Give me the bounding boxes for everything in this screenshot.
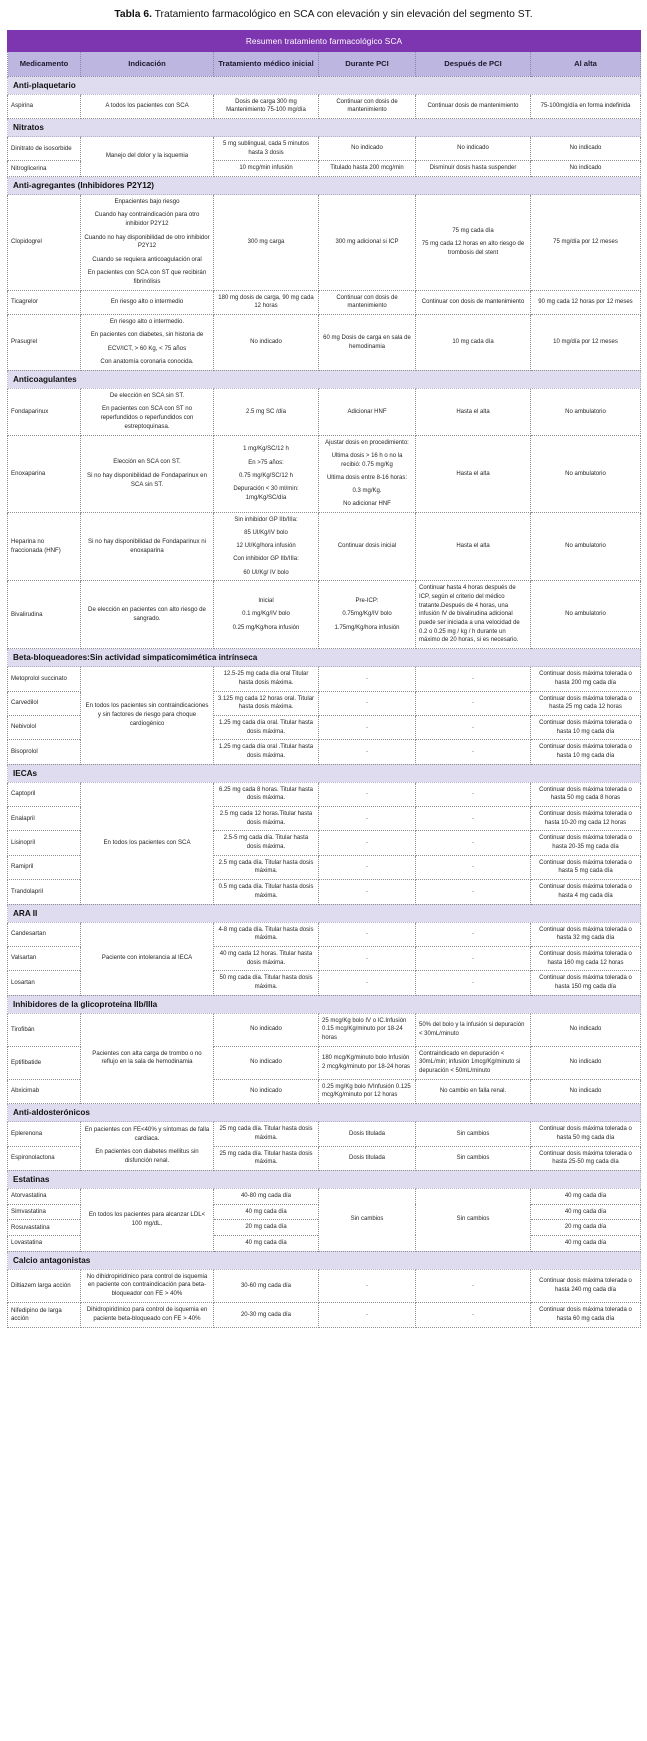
section-title-8: Anti-aldosterónicos [8, 1104, 641, 1122]
table-row [8, 512, 641, 580]
initial-treatment-cell: 1.25 mg cada día oral. Titular hasta dosis máxima. [214, 715, 319, 739]
drug-name: Abxicimab [8, 1079, 81, 1103]
table-row [8, 1122, 641, 1146]
drug-name: Trandolapril [8, 880, 81, 904]
initial-treatment-cell: Inicial 0.1 mg/Kg/IV bolo 0.25 mg/Kg/hora infusión [214, 581, 319, 649]
discharge-cell: 40 mg cada día [531, 1235, 641, 1251]
during-pci-cell: - [319, 740, 416, 764]
after-pci-cell: Sin cambios [416, 1188, 531, 1251]
during-pci-cell: Continuar con dosis de mantenimiento [319, 94, 416, 118]
initial-treatment-cell: 6.25 mg cada 8 horas. Titular hasta dosis máxima. [214, 782, 319, 806]
drug-name: Bisoprolol [8, 740, 81, 764]
table-row [8, 1303, 641, 1328]
discharge-cell: Continuar dosis máxima tolerada o hasta 5 mg cada día [531, 855, 641, 879]
column-header-2: Tratamiento médico inicial [214, 51, 319, 76]
indication-cell: De elección en SCA sin ST. En pacientes con SCA con ST no reperfundidos o reperfundidos con estreptoquinasa. [81, 388, 214, 435]
during-pci-cell: Continuar dosis inicial [319, 512, 416, 580]
drug-name: Aspirina [8, 94, 81, 118]
discharge-cell: Continuar dosis máxima tolerada o hasta 10 mg cada día [531, 715, 641, 739]
indication-cell: Elección en SCA con ST. Si no hay disponibilidad de Fondaparinux en SCA sin ST. [81, 435, 214, 512]
table-row [8, 1269, 641, 1302]
drug-name: Lovastatina [8, 1235, 81, 1251]
discharge-cell: 75-100mg/día en forma indefinida [531, 94, 641, 118]
during-pci-cell: 300 mg adicional si ICP [319, 195, 416, 291]
after-pci-cell: No cambio en falla renal. [416, 1079, 531, 1103]
indication-cell: Pacientes con alta carga de trombo o no reflujo en la sala de hemodinamia [81, 1013, 214, 1104]
during-pci-cell: Continuar con dosis de mantenimiento [319, 290, 416, 314]
after-pci-cell: - [416, 1269, 531, 1302]
indication-cell: En todos los pacientes con SCA [81, 782, 214, 904]
after-pci-cell: - [416, 831, 531, 855]
section-title-10: Calcio antagonistas [8, 1251, 641, 1269]
indication-cell: En riesgo alto o intermedio. En pacientes con diabetes, sin historia de ECV/ICT, > 60 Kg, < 75 años Con anatomía coronaria conocida. [81, 315, 214, 371]
initial-treatment-cell: No indicado [214, 1079, 319, 1103]
column-header-row [8, 51, 641, 76]
initial-treatment-cell: 1.25 mg cada día oral .Titular hasta dosis máxima. [214, 740, 319, 764]
initial-treatment-cell: 40 mg cada día [214, 1235, 319, 1251]
initial-treatment-cell: 40 mg cada 12 horas. Titular hasta dosis máxima. [214, 946, 319, 970]
column-header-3: Durante PCI [319, 51, 416, 76]
drug-name: Candesartan [8, 922, 81, 946]
during-pci-cell: 0.25 mg/Kg bolo IVInfusión 0.125 mcg/Kg/minuto por 12 horas [319, 1079, 416, 1103]
discharge-cell: Continuar dosis máxima tolerada o hasta 60 mg cada día [531, 1303, 641, 1328]
medication-table [7, 30, 641, 1328]
discharge-cell: No indicado [531, 1046, 641, 1079]
discharge-cell: No ambulatorio [531, 581, 641, 649]
table-caption [0, 0, 647, 30]
indication-cell: A todos los pacientes con SCA [81, 94, 214, 118]
after-pci-cell: - [416, 667, 531, 691]
drug-name: Losartan [8, 971, 81, 995]
initial-treatment-cell: 2.5-5 mg cada día. Titular hasta dosis máxima. [214, 831, 319, 855]
drug-name: Enoxaparina [8, 435, 81, 512]
initial-treatment-cell: 40-80 mg cada día [214, 1188, 319, 1204]
initial-treatment-cell: 3.125 mg cada 12 horas oral. Titular hasta dosis máxima. [214, 691, 319, 715]
during-pci-cell: - [319, 807, 416, 831]
during-pci-cell: Titulado hasta 200 mcg/min [319, 161, 416, 177]
discharge-cell: Continuar dosis máxima tolerada o hasta 25 mg cada 12 horas [531, 691, 641, 715]
initial-treatment-cell: 30-60 mg cada día [214, 1269, 319, 1302]
table-row [8, 1013, 641, 1046]
after-pci-cell: Continuar con dosis de mantenimiento [416, 290, 531, 314]
drug-name: Valsartan [8, 946, 81, 970]
during-pci-cell: Sin cambios [319, 1188, 416, 1251]
after-pci-cell: Continuar dosis de mantenimiento [416, 94, 531, 118]
after-pci-cell: 75 mg cada día 75 mg cada 12 horas en alto riesgo de trombosis del stent [416, 195, 531, 291]
during-pci-cell: - [319, 880, 416, 904]
table-row [8, 94, 641, 118]
table-row [8, 315, 641, 371]
initial-treatment-cell: No indicado [214, 315, 319, 371]
table-row [8, 388, 641, 435]
indication-cell: De elección en pacientes con alto riesgo de sangrado. [81, 581, 214, 649]
table-row [8, 1188, 641, 1204]
discharge-cell: Continuar dosis máxima tolerada o hasta 150 mg cada día [531, 971, 641, 995]
drug-name: Eplerenona [8, 1122, 81, 1146]
after-pci-cell: - [416, 971, 531, 995]
discharge-cell: Continuar dosis máxima tolerada o hasta 200 mg cada día [531, 667, 641, 691]
drug-name: Rosuvastatina [8, 1220, 81, 1236]
table-row [8, 922, 641, 946]
after-pci-cell: - [416, 855, 531, 879]
column-header-5: Al alta [531, 51, 641, 76]
during-pci-cell: No indicado [319, 137, 416, 161]
discharge-cell: No ambulatorio [531, 388, 641, 435]
indication-cell: Si no hay disponibilidad de Fondaparinux ni enoxaparina [81, 512, 214, 580]
initial-treatment-cell: 12.5-25 mg cada día oral Titular hasta dosis máxima. [214, 667, 319, 691]
during-pci-cell: Dosis titulada [319, 1146, 416, 1170]
during-pci-cell: - [319, 782, 416, 806]
table-row [8, 435, 641, 512]
indication-cell: Paciente con intolerancia al IECA [81, 922, 214, 995]
drug-name: Clopidogrel [8, 195, 81, 291]
during-pci-cell: - [319, 831, 416, 855]
indication-cell: En pacientes con FE<40% y síntomas de falla cardiaca. En pacientes con diabetes mellitus sin disfunción renal. [81, 1122, 214, 1171]
discharge-cell: 40 mg cada día [531, 1204, 641, 1220]
discharge-cell: No indicado [531, 161, 641, 177]
indication-cell: Enpacientes bajo riesgo Cuando hay contraindicación para otro inhibidor P2Y12 Cuando no hay disponibilidad de otro inhibidor P2Y12 Cuando se requiera anticoagulación oral En pacientes con SCA con ST que recibirán fibrinólisis [81, 195, 214, 291]
during-pci-cell: 180 mcg/Kg/minuto bolo Infusión 2 mcg/kg/minuto por 18-24 horas [319, 1046, 416, 1079]
initial-treatment-cell: 50 mg cada día. Titular hasta dosis máxima. [214, 971, 319, 995]
after-pci-cell: - [416, 715, 531, 739]
after-pci-cell: No indicado [416, 137, 531, 161]
during-pci-cell: - [319, 1269, 416, 1302]
table-row [8, 581, 641, 649]
section-header-row [8, 1170, 641, 1188]
discharge-cell: Continuar dosis máxima tolerada o hasta 4 mg cada día [531, 880, 641, 904]
initial-treatment-cell: 25 mg cada día. Titular hasta dosis máxima. [214, 1146, 319, 1170]
initial-treatment-cell: 180 mg dosis de carga, 90 mg cada 12 horas [214, 290, 319, 314]
during-pci-cell: - [319, 855, 416, 879]
drug-name: Enalapril [8, 807, 81, 831]
discharge-cell: No indicado [531, 137, 641, 161]
after-pci-cell: - [416, 691, 531, 715]
after-pci-cell: - [416, 740, 531, 764]
table-row [8, 290, 641, 314]
during-pci-cell: - [319, 946, 416, 970]
column-header-0: Medicamento [8, 51, 81, 76]
initial-treatment-cell: 0.5 mg cada día. Titular hasta dosis máxima. [214, 880, 319, 904]
section-header-row [8, 995, 641, 1013]
after-pci-cell: Hasta el alta [416, 435, 531, 512]
discharge-cell: 75 mg/día por 12 meses [531, 195, 641, 291]
discharge-cell: Continuar dosis máxima tolerada o hasta 10-20 mg cada 12 horas [531, 807, 641, 831]
initial-treatment-cell: 20-30 mg cada día [214, 1303, 319, 1328]
during-pci-cell: - [319, 667, 416, 691]
drug-name: Nifedipino de larga acción [8, 1303, 81, 1328]
table-row [8, 782, 641, 806]
table-row [8, 667, 641, 691]
discharge-cell: Continuar dosis máxima tolerada o hasta 20-35 mg cada día [531, 831, 641, 855]
discharge-cell: Continuar dosis máxima tolerada o hasta 240 mg cada día [531, 1269, 641, 1302]
initial-treatment-cell: 2.5 mg cada día. Titular hasta dosis máxima. [214, 855, 319, 879]
drug-name: Dinitrato de isosorbide [8, 137, 81, 161]
discharge-cell: No ambulatorio [531, 435, 641, 512]
column-header-1: Indicación [81, 51, 214, 76]
drug-name: Metoprolol succinato [8, 667, 81, 691]
table-banner: Resumen tratamiento farmacológico SCA [8, 30, 641, 51]
indication-cell: En todos los pacientes para alcanzar LDL< 100 mg/dL. [81, 1188, 214, 1251]
after-pci-cell: Hasta el alta [416, 388, 531, 435]
drug-name: Prasugrel [8, 315, 81, 371]
column-header-4: Después de PCI [416, 51, 531, 76]
section-title-7: Inhibidores de la glicoproteína IIb/IIIa [8, 995, 641, 1013]
discharge-cell: Continuar dosis máxima tolerada o hasta 50 mg cada 8 horas [531, 782, 641, 806]
section-title-1: Nitratos [8, 119, 641, 137]
during-pci-cell: Pre-ICP: 0.75mg/Kg/IV bolo 1.75mg/Kg/hora infusión [319, 581, 416, 649]
indication-cell: En todos los pacientes sin contraindicaciones y sin factores de riesgo para choque cardiogénico [81, 667, 214, 765]
drug-name: Tirofibán [8, 1013, 81, 1046]
indication-cell: Dihidropiridínico para control de isquemia en paciente beta-bloqueado con FE > 40% [81, 1303, 214, 1328]
after-pci-cell: 50% del bolo y la infusión si depuración < 30mL/minuto [416, 1013, 531, 1046]
discharge-cell: 90 mg cada 12 horas por 12 meses [531, 290, 641, 314]
table-row [8, 137, 641, 161]
after-pci-cell: Sin cambios [416, 1122, 531, 1146]
after-pci-cell: - [416, 807, 531, 831]
during-pci-cell: - [319, 691, 416, 715]
discharge-cell: Continuar dosis máxima tolerada o hasta 10 mg cada día [531, 740, 641, 764]
indication-cell: Manejo del dolor y la isquemia [81, 137, 214, 177]
initial-treatment-cell: 10 mcg/min infusión [214, 161, 319, 177]
after-pci-cell: Disminuir dosis hasta suspender [416, 161, 531, 177]
section-title-0: Anti-plaquetario [8, 76, 641, 94]
initial-treatment-cell: 2.5 mg cada 12 horas.Titular hasta dosis máxima. [214, 807, 319, 831]
drug-name: Fondaparinux [8, 388, 81, 435]
during-pci-cell: - [319, 1303, 416, 1328]
drug-name: Nebivolol [8, 715, 81, 739]
discharge-cell: Continuar dosis máxima tolerada o hasta 25-50 mg cada día [531, 1146, 641, 1170]
drug-name: Eptifibatide [8, 1046, 81, 1079]
drug-name: Carvedilol [8, 691, 81, 715]
discharge-cell: No ambulatorio [531, 512, 641, 580]
drug-name: Bivalirudina [8, 581, 81, 649]
during-pci-cell: - [319, 971, 416, 995]
section-header-row [8, 370, 641, 388]
after-pci-cell: Continuar hasta 4 horas después de ICP, según el criterio del médico tratante.Después de 4 horas, una infusión IV de bivalirudina adicional puede ser iniciada a una velocidad de 0.2 o 0.25 mg / kg / h durante un máximo de 20 horas, si es necesario. [416, 581, 531, 649]
after-pci-cell: - [416, 946, 531, 970]
caption-label: Tabla 6. [114, 9, 152, 20]
discharge-cell: 10 mg/día por 12 meses [531, 315, 641, 371]
during-pci-cell: Adicionar HNF [319, 388, 416, 435]
initial-treatment-cell: 5 mg sublingual, cada 5 minutos hasta 3 dosis [214, 137, 319, 161]
drug-name: Diltiazem larga acción [8, 1269, 81, 1302]
indication-cell: No dihidropiridínico para control de isquemia en paciente con contraindicación para beta-bloqueador con FE > 40% [81, 1269, 214, 1302]
section-header-row [8, 1251, 641, 1269]
after-pci-cell: Contraindicado en depuración < 30mL/min; infusión 1mcg/Kg/minuto si depuración < 50mL/minuto [416, 1046, 531, 1079]
section-header-row [8, 119, 641, 137]
section-title-6: ARA II [8, 904, 641, 922]
after-pci-cell: Sin cambios [416, 1146, 531, 1170]
discharge-cell: Continuar dosis máxima tolerada o hasta 32 mg cada día [531, 922, 641, 946]
drug-name: Nitroglicerina [8, 161, 81, 177]
after-pci-cell: - [416, 782, 531, 806]
during-pci-cell: - [319, 922, 416, 946]
table-banner-row [8, 30, 641, 51]
during-pci-cell: Ajustar dosis en procedimiento: Ultima dosis > 16 h o no la recibió: 0.75 mg/Kg Ultima dosis entre 8-16 horas: 0.3 mg/Kg. No adicionar HNF [319, 435, 416, 512]
during-pci-cell: - [319, 715, 416, 739]
after-pci-cell: 10 mg cada día [416, 315, 531, 371]
section-header-row [8, 904, 641, 922]
section-title-9: Estatinas [8, 1170, 641, 1188]
caption-text: Tratamiento farmacológico en SCA con elevación y sin elevación del segmento ST. [151, 9, 533, 20]
table-row [8, 195, 641, 291]
during-pci-cell: 25 mcg/Kg bolo IV o IC.Infusión 0.15 mcg/Kg/minuto por 18-24 horas [319, 1013, 416, 1046]
table-body [8, 30, 641, 1327]
after-pci-cell: - [416, 880, 531, 904]
initial-treatment-cell: No indicado [214, 1013, 319, 1046]
section-header-row [8, 1104, 641, 1122]
section-header-row [8, 764, 641, 782]
initial-treatment-cell: 40 mg cada día [214, 1204, 319, 1220]
discharge-cell: 40 mg cada día [531, 1188, 641, 1204]
discharge-cell: 20 mg cada día [531, 1220, 641, 1236]
during-pci-cell: Dosis titulada [319, 1122, 416, 1146]
drug-name: Lisinopril [8, 831, 81, 855]
discharge-cell: Continuar dosis máxima tolerada o hasta 160 mg cada 12 horas [531, 946, 641, 970]
drug-name: Ticagrelor [8, 290, 81, 314]
initial-treatment-cell: 2.5 mg SC /día [214, 388, 319, 435]
during-pci-cell: 60 mg Dosis de carga en sala de hemodinamia [319, 315, 416, 371]
section-title-2: Anti-agregantes (Inhibidores P2Y12) [8, 177, 641, 195]
initial-treatment-cell: 25 mg cada día. Titular hasta dosis máxima. [214, 1122, 319, 1146]
discharge-cell: No indicado [531, 1079, 641, 1103]
drug-name: Captopril [8, 782, 81, 806]
after-pci-cell: Hasta el alta [416, 512, 531, 580]
section-header-row [8, 76, 641, 94]
after-pci-cell: - [416, 1303, 531, 1328]
initial-treatment-cell: 300 mg carga [214, 195, 319, 291]
drug-name: Atorvastatina [8, 1188, 81, 1204]
section-header-row [8, 177, 641, 195]
drug-name: Heparina no fraccionada (HNF) [8, 512, 81, 580]
section-title-4: Beta-bloqueadores:Sin actividad simpaticomimética intrínseca [8, 649, 641, 667]
initial-treatment-cell: Dosis de carga 300 mg Mantenimiento 75-100 mg/día [214, 94, 319, 118]
after-pci-cell: - [416, 922, 531, 946]
drug-name: Ramipril [8, 855, 81, 879]
discharge-cell: No indicado [531, 1013, 641, 1046]
discharge-cell: Continuar dosis máxima tolerada o hasta 50 mg cada día [531, 1122, 641, 1146]
initial-treatment-cell: 1 mg/Kg/SC/12 h En >75 años: 0.75 mg/Kg/SC/12 h Depuración < 30 ml/min: 1mg/Kg/SC/día [214, 435, 319, 512]
section-title-3: Anticoagulantes [8, 370, 641, 388]
initial-treatment-cell: 20 mg cada día [214, 1220, 319, 1236]
drug-name: Espironolactona [8, 1146, 81, 1170]
initial-treatment-cell: 4-8 mg cada día. Titular hasta dosis máxima. [214, 922, 319, 946]
drug-name: Simvastatina [8, 1204, 81, 1220]
initial-treatment-cell: Sin inhibidor GP IIb/IIIa: 85 UI/Kg/IV bolo 12 UI/Kg/hora infusión Con inhibidor GP IIb/IIIa: 60 UI/Kg/ IV bolo [214, 512, 319, 580]
indication-cell: En riesgo alto o intermedio [81, 290, 214, 314]
section-header-row [8, 649, 641, 667]
section-title-5: IECAs [8, 764, 641, 782]
initial-treatment-cell: No indicado [214, 1046, 319, 1079]
